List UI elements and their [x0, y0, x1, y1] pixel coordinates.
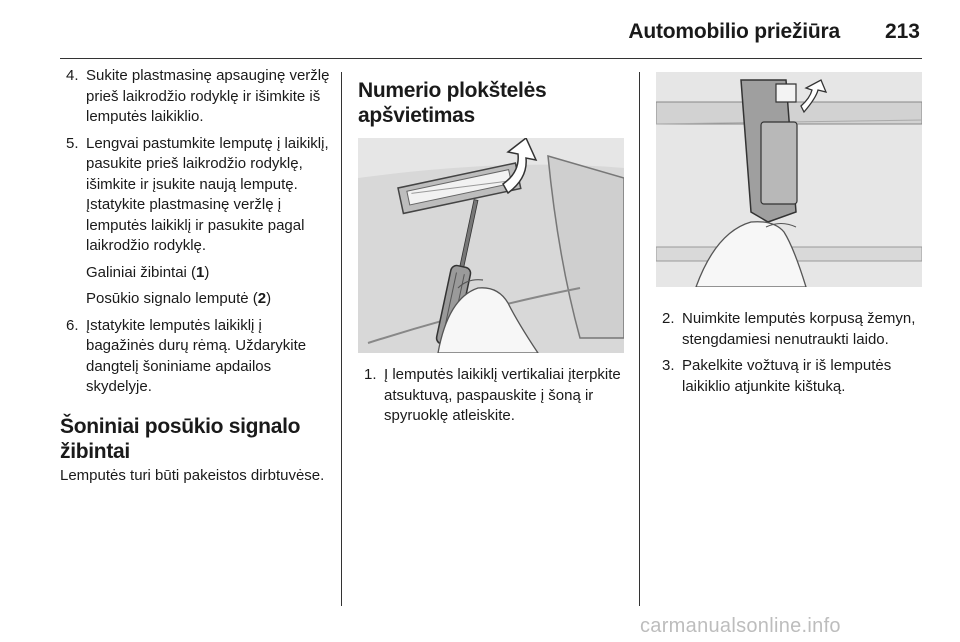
heading-plate-light: Numerio plokštelės apšvietimas: [358, 79, 547, 127]
section-title: Automobilio priežiūra: [628, 20, 840, 43]
heading-side-turn-signals: Šoniniai posūkio signalo žibintai: [60, 414, 301, 463]
note-turn-signal: Posūkio signalo lemputė (2): [86, 290, 272, 307]
column-1: [60, 66, 332, 486]
step-6: [60, 316, 332, 398]
page-header: [60, 14, 922, 54]
step-2: [656, 309, 924, 350]
watermark: carmanualsonline.info: [640, 615, 841, 637]
step-number: 5.: [66, 134, 79, 152]
step-text: Nuimkite lemputės korpusą žemyn, stengdamiesi nenutraukti laido.: [682, 310, 916, 348]
step-list-col2: [358, 365, 624, 427]
note-rear-lights: Galiniai žibintai (1): [86, 263, 210, 281]
step-number: 6.: [66, 316, 79, 334]
step-1: [358, 365, 624, 427]
body-text: Lemputės turi būti pakeistos dirbtuvėse.: [60, 466, 325, 484]
page-number: 213: [884, 20, 920, 43]
step-number: 3.: [662, 357, 675, 374]
step-number: 4.: [66, 67, 79, 84]
column-divider-1: [341, 72, 342, 606]
step-3: [656, 356, 924, 397]
step-text: Lengvai pastumkite lemputę į laikiklį, pasukite prieš laikrodžio rodyklę, išimkite ir įsukite naują lemputę. Įstatykite plastmasinę veržlę į lemputės laikiklį ir pasukite pagal laikrodžio rodyklę.: [86, 134, 329, 254]
step-text: Į lemputės laikiklį vertikaliai įterpkite atsuktuvą, paspauskite į šoną ir spyruoklę atleiskite.: [384, 366, 621, 424]
column-divider-2: [639, 72, 640, 606]
column-2: [358, 66, 624, 433]
step-list-col3: [656, 309, 924, 397]
step-5: [60, 134, 332, 310]
step-text: Įstatykite lemputės laikiklį į bagažinės durų rėmą. Uždarykite dangtelį šoniniame apdailos skydelyje.: [86, 316, 307, 395]
step-text: Sukite plastmasinę apsauginę veržlę prieš laikrodžio rodyklę ir išimkite iš lemputės laikiklio.: [86, 67, 330, 125]
header-rule: [60, 58, 922, 59]
figure-lamp-housing-illustration: [656, 72, 922, 287]
step-number: 2.: [662, 310, 675, 327]
column-3: [656, 66, 924, 403]
step-text: Pakelkite vožtuvą ir iš lemputės laikiklio atjunkite kištuką.: [682, 357, 892, 395]
figure-screwdriver-illustration: [358, 138, 624, 353]
step-4: [60, 66, 332, 128]
step-list-col1: [60, 66, 332, 398]
step-number: 1.: [364, 366, 377, 383]
